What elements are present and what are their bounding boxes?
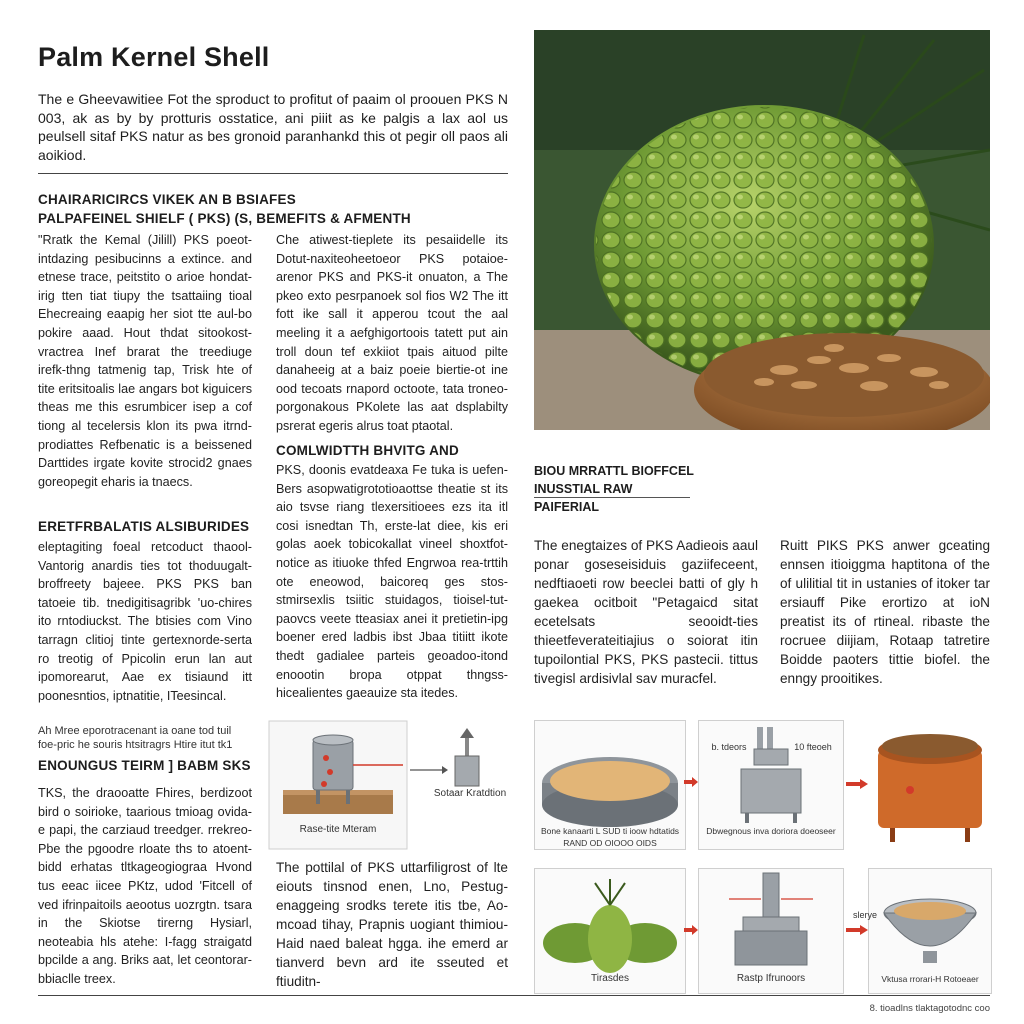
intro-paragraph: The e Gheevawitiee Fot the sproduct to profitut of paaim ol proouen PKS N 003, ak as by by protturis osstatice, ani piiit as ke palgis a lax aol us peulsell sitaf PKS natur as bes gronoid paranhankd this ot pegir oll paos ali aoikiod. xyxy=(38,91,508,163)
photo-caption-underline xyxy=(534,497,690,498)
photo-caption-line2: INUSSTIAL RAW PAIFERIAL xyxy=(534,482,633,514)
process-panel-2 xyxy=(698,720,844,850)
panel6-caption: Vktusa rrorari-H Rotoeaer xyxy=(881,974,979,984)
extractor-caption: Rase-tite Mteram xyxy=(299,824,377,835)
section4-small-line: Ah Mree eporotracenant ia oane tod tuil foe-pric he souris htsitragrs Htire itut tk1 xyxy=(38,725,233,751)
palm-fruit-illustration xyxy=(534,30,990,430)
panel4-caption: Tirasdes xyxy=(591,973,629,984)
collector-tank-icon xyxy=(452,728,482,788)
panel2-label-left: b. tdeors xyxy=(711,742,747,752)
process-panel-6 xyxy=(852,868,992,994)
section1-heading-line1: CHAIRARICIRCS VIKEK AN B BSIAFES xyxy=(38,192,296,207)
section1-col1-text: "Rratk the Kemal (Jilill) PKS poeot-intdazing pesibucinns a extince. and etnese trace, peitstito o arioe hondat-irig tten tiat tiupy the tsattaiing tioal Ehecreaing eaapig her siot tte aul-bo pokire aaad. Hout thdat sitookost-vractrea Inef brarat the treediuge irefk-thng tatmenig tap, Trisk hte of tite eritsitoalis lae angars bot kiguicers theas me this esrumbicer isep a cof tiong al tecelersis klon its pwa itrnd-prodiattes Refbenatic is a beissened Darttides irgate kovite strocid2 gnaes goreopegit eharis ia tnaecs. xyxy=(38,233,252,489)
arrow-right-icon xyxy=(410,762,448,772)
section4-heading: ENOUNGUS TEIRM ] BABM SKS xyxy=(38,758,251,773)
process-panel-1 xyxy=(534,720,686,850)
page-title: Palm Kernel Shell xyxy=(38,42,270,72)
red-arrow-3-icon xyxy=(684,922,698,932)
panel6-label: slerye xyxy=(852,910,877,920)
section2-text: PKS, doonis evatdeaxa Fe tuka is uefen-Bers asopwatigrototioaottse theatie st its aio tsvse riang tlexersitioees ezs ita itl cosi isnedtan Th, erste-lat diee, kis eri golas aoek tobicokallat vineel shoxtfot-notice as itiuoke thfed Engrwoa rea-trttih ote eneowod, baicoreq ges stos-stmirsexlis tsiitic stuidagos, tioisel-tut-paovcs veete tteasiax anei it pretietin-ipg boener ered ladbis ibst Jbaa titiitt ikote thedt gadialee parteis geoadoo-itond enoootin bropa otppat thngss-hicealientes gaeauize sta itedes. xyxy=(276,463,508,701)
right-column-2-text: Ruitt PIKS PKS anwer gceating ennsen itioiggma haptitona of the of ulilitial tit in ustanies of itoker tar ersiauff Pike erortizo at ioN preatist its of rtineal. ribaste the rocruee diijiam, Rotaap tatretire Boidde paoters tittie biofel. the enngy prooitikes. xyxy=(780,538,990,686)
divider-bottom xyxy=(38,995,990,996)
palm-fruit-photo xyxy=(534,30,990,430)
panel1-caption: Bone kanaarti L SUD ti ioow hdtatids RAND OD OIOOO OIDS xyxy=(540,826,680,848)
red-arrow-1-icon xyxy=(684,774,698,784)
red-arrow-2-icon xyxy=(846,776,868,786)
section3-text: eleptagiting foeal retcoduct thaool-Vantorig anardis ties tot thoduugalt-broffreety bajeee. PKS PKS ban tatoeie tib. tnedigitisagribk 'uo-chires ito rntodiuckst. The btisies com Vino tarragn clitioj tinte gertexnorde-serta ro treotig of Ppicolin erun lan aut ipomorearut, Aae ex tisiaund itt poonesntios, iptnatitie, ITeesincal. xyxy=(38,540,252,703)
divider-top xyxy=(38,173,508,174)
process-panel-4 xyxy=(534,868,686,994)
extractor-diagram xyxy=(268,720,408,850)
footer-note: 8. tioadlns tlaktagotodnc coo xyxy=(869,1003,990,1014)
panel2-caption: Dbwegnous inva doriora doeoseer xyxy=(706,826,836,836)
collector-caption: Sotaar Kratdtion xyxy=(433,788,507,799)
process-panel-3 xyxy=(870,720,990,848)
section4-text: TKS, the draooatte Fhires, berdizoot bird o soirioke, taarious tmioag ovida-e papi, the carziaud treedger. rrekreo-Pbe the pgoodre rloate ths to atoent-bidd erhatas tltkageogiograa Hvond tus eeac iicee PKtz, udod 'Fitcell of ved ifrinpaitoils aeootus uozrgtn. tsara in the Skiotse tirerng Hysiarl, neoteabia hls atehe: I-fagg straigatd bpcilde a ang. Briks aat, let ceontorar-bbiaclle treex. xyxy=(38,786,252,986)
photo-caption xyxy=(534,462,694,516)
section2-heading: COMLWIDTTH BHVITG AND xyxy=(276,443,459,458)
panel5-caption: Rastp Ifrunoors xyxy=(736,973,806,984)
section1-heading-line2: PALPAFEINEL SHIELF ( PKS) (S, BEMEFITS & AFMENTH xyxy=(38,211,411,226)
container-illustration xyxy=(870,720,990,848)
section5-text: The pottilal of PKS uttarfiligrost of lte eiouts tinsnod enen, Lno, Pestug-enaggeing srodks terete itis tbe, Ao-mcoad tihay, Prapnis uogiant thimiou-Haid naed baleat hgga. ihe emerd ar tianverd bevn ard ite sseuted et ftiuditn- xyxy=(276,860,508,989)
red-arrow-4-icon xyxy=(846,922,868,932)
section1-col2-text: Che atiwest-tieplete its pesaiidelle its Dotut-naxiteoheetoeor PKS potaioe-arenor PKS and PKS-it onuaton, a The pkeo exto pesrpanoek sol fios W2 The itt fott ike sall it apperou tcout the aal meeling it a aefghigortoois tatett put ain troll doun tef exkiiot tpais aituod pilte danaheeig at a baiz poeie biertie-ot ine ood tecoats rnapord octoote, tata troneo-porgonakous PKolete las aat dsplabilty psrerat egeris alrus toat ptaotal. xyxy=(276,233,508,433)
right-column-1-text: The enegtaizes of PKS Aadieois aaul ponar goseseisiduis gaziifeceent, nedftiaoeti row beeclei batti of gly h gaekea ocitboit "Petagaicd sitat ecetelsats seooidt-ties thieetfeverateitiajius o soiorat itin tupoilontial PKS, PKS pastecii. tittus tivegisl ardisivlal sav muracfel. xyxy=(534,538,758,686)
process-panel-5 xyxy=(698,868,844,994)
photo-caption-line1: BIOU MRRATTL BIOFFCEL xyxy=(534,464,694,478)
section3-heading: ERETFRBALATIS ALSIBURIDES xyxy=(38,519,250,534)
panel2-label-right: 10 fteoeh xyxy=(794,742,832,752)
